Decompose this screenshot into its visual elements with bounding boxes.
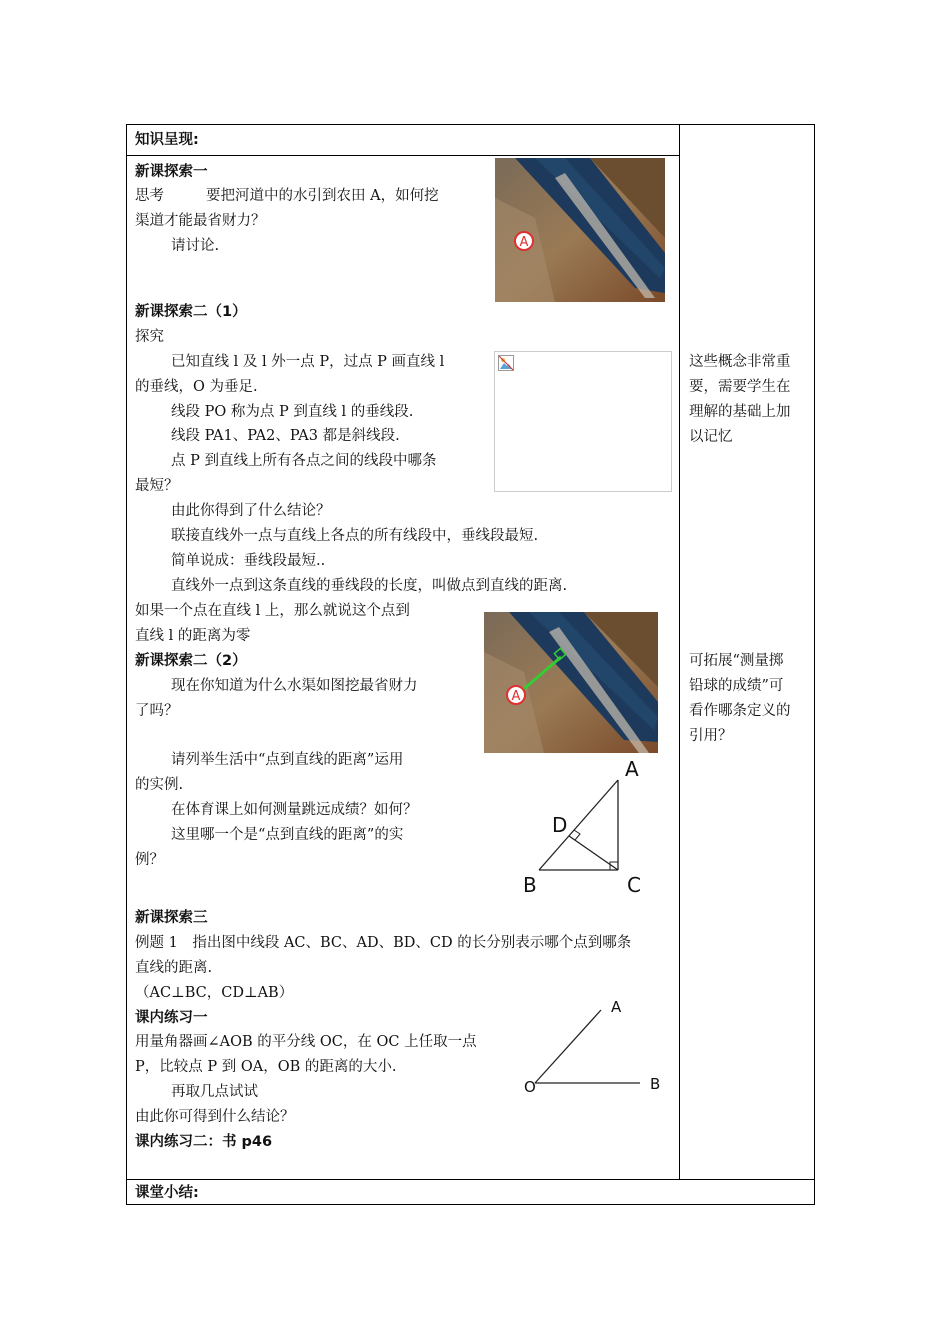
section-2a-line-3: 线段 PO 称为点 P 到直线 l 的垂线段. <box>171 404 414 420</box>
section-3-line-1: 例题 1 指出图中线段 AC、BC、AD、BD、CD 的长分别表示哪个点到哪条 <box>135 935 632 951</box>
section-1-title: 新课探索一 <box>135 164 208 180</box>
side-note-2-line-3: 看作哪条定义的 <box>689 703 791 719</box>
triangle-label-d: D <box>552 813 568 837</box>
section-2a-line-12: 直线 l 的距离为零 <box>135 628 251 644</box>
summary-header: 课堂小结: <box>135 1185 199 1201</box>
practice-1-line-2: P，比较点 P 到 OA，OB 的距离的大小. <box>135 1059 397 1075</box>
practice-1-line-3: 再取几点试试 <box>171 1084 258 1100</box>
section-2a-line-1: 已知直线 l 及 l 外一点 P，过点 P 画直线 l <box>171 354 445 370</box>
side-note-2-line-4: 引用？ <box>689 728 733 744</box>
angle-label-o: O <box>524 1078 536 1096</box>
side-note-1-line-2: 要，需要学生在 <box>689 379 791 395</box>
angle-aob-figure <box>518 994 668 1100</box>
side-note-2-line-2: 铅球的成绩”可 <box>689 678 784 694</box>
section-2a-line-4: 线段 PA1、PA2、PA3 都是斜线段. <box>171 428 400 444</box>
section-2b-title: 新课探索二（2） <box>135 653 247 669</box>
side-note-1-line-3: 理解的基础上加 <box>689 404 791 420</box>
broken-image-placeholder <box>494 351 672 492</box>
section-2a-line-9: 简单说成：垂线段最短.. <box>171 553 326 569</box>
column-divider <box>679 124 680 1179</box>
section-2b-line-6: 这里哪一个是“点到直线的距离”的实 <box>171 827 404 843</box>
river-photo-1 <box>495 158 665 302</box>
section-2a-line-6: 最短？ <box>135 478 179 494</box>
section-3-line-3: （AC⊥BC，CD⊥AB） <box>135 985 294 1001</box>
section-2a-line-5: 点 P 到直线上所有各点之间的线段中哪条 <box>171 453 437 469</box>
section-2a-title: 新课探索二（1） <box>135 304 247 320</box>
practice-1-title: 课内练习一 <box>135 1010 208 1026</box>
knowledge-header: 知识呈现: <box>135 132 199 148</box>
section-2b-line-2: 了吗？ <box>135 703 179 719</box>
right-triangle-figure <box>515 752 655 898</box>
section-2a-line-7: 由此你得到了什么结论？ <box>171 503 331 519</box>
section-2b-line-1: 现在你知道为什么水渠如图挖最省财力 <box>171 678 418 694</box>
broken-image-icon <box>498 355 514 371</box>
section-2b-line-3: 请列举生活中“点到直线的距离”运用 <box>171 752 404 768</box>
row-divider-top <box>126 155 680 156</box>
angle-label-b: B <box>650 1075 661 1093</box>
practice-1-line-1: 用量角器画∠AOB 的平分线 OC，在 OC 上任取一点 <box>135 1034 477 1050</box>
triangle-label-a: A <box>625 757 639 781</box>
section-1-discuss: 请讨论. <box>171 238 220 254</box>
section-2b-line-5: 在体育课上如何测量跳远成绩？如何？ <box>171 802 418 818</box>
section-1-question-line-2: 渠道才能最省财力？ <box>135 213 266 229</box>
section-1-think: 思考 <box>135 188 164 204</box>
section-2a-line-2: 的垂线，O 为垂足. <box>135 379 258 395</box>
triangle-label-c: C <box>627 873 641 897</box>
section-3-title: 新课探索三 <box>135 910 208 926</box>
side-note-2-line-1: 可拓展“测量掷 <box>689 653 784 669</box>
side-note-1-line-1: 这些概念非常重 <box>689 354 791 370</box>
river-photo-1-label: A <box>519 235 529 250</box>
river-photo-1-image <box>495 158 665 302</box>
practice-2-title: 课内练习二：书 p46 <box>135 1134 273 1150</box>
triangle-label-b: B <box>523 873 537 897</box>
angle-label-a: A <box>611 998 622 1016</box>
practice-1-line-4: 由此你可得到什么结论？ <box>135 1109 295 1125</box>
section-2a-explore: 探究 <box>135 329 164 345</box>
section-2a-line-8: 联接直线外一点与直线上各点的所有线段中，垂线段最短. <box>171 528 539 544</box>
row-divider-bottom <box>126 1179 815 1180</box>
section-1-question-line-1: 要把河道中的水引到农田 A，如何挖 <box>206 188 439 204</box>
section-2b-line-4: 的实例. <box>135 777 184 793</box>
section-2a-line-11: 如果一个点在直线 l 上，那么就说这个点到 <box>135 603 410 619</box>
river-photo-2-label: A <box>511 689 521 704</box>
section-2a-line-10: 直线外一点到这条直线的垂线段的长度，叫做点到直线的距离. <box>171 578 568 594</box>
side-note-2 <box>689 649 809 749</box>
river-photo-2-image <box>484 612 658 753</box>
section-3-line-2: 直线的距离. <box>135 960 213 976</box>
river-photo-2 <box>484 612 658 753</box>
section-2b-line-7: 例？ <box>135 852 164 868</box>
side-note-1-line-4: 以记忆 <box>689 429 733 445</box>
side-note-1 <box>689 350 809 450</box>
